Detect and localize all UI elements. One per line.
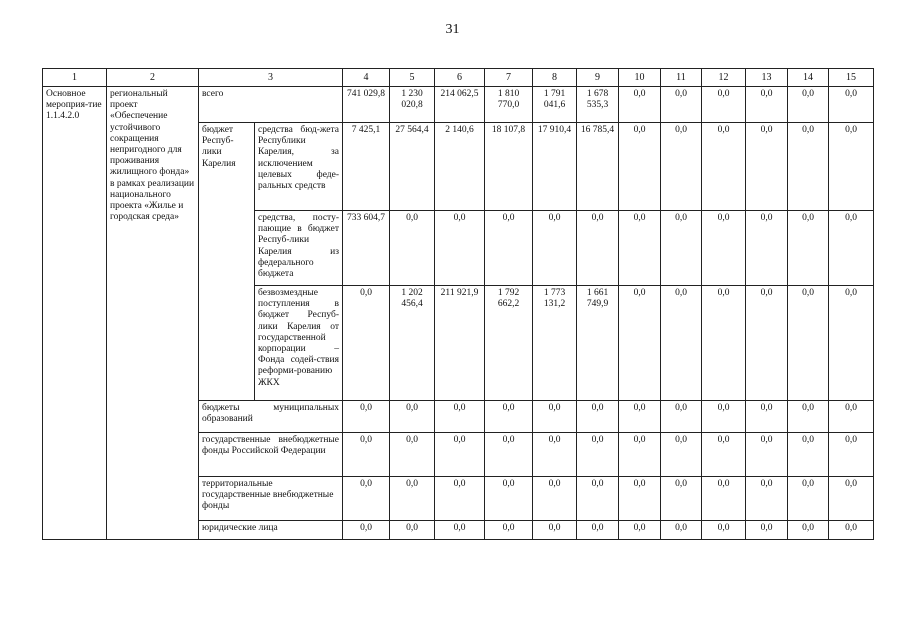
header-cell: 15 xyxy=(829,69,874,87)
value-cell: 18 107,8 xyxy=(485,123,533,211)
source-cell: средства, посту-пающие в бюджет Респуб-лики Карелия из федерального бюджета xyxy=(255,211,343,286)
header-cell: 12 xyxy=(702,69,746,87)
value-cell: 0,0 xyxy=(702,477,746,521)
measure-cell: Основное мероприя-тие 1.1.4.2.0 xyxy=(43,87,107,540)
value-cell: 0,0 xyxy=(485,433,533,477)
value-cell: 214 062,5 xyxy=(435,87,485,123)
value-cell: 0,0 xyxy=(577,211,619,286)
value-cell: 0,0 xyxy=(390,521,435,540)
value-cell: 1 678 535,3 xyxy=(577,87,619,123)
value-cell: 0,0 xyxy=(746,87,788,123)
value-cell: 0,0 xyxy=(788,123,829,211)
value-cell: 0,0 xyxy=(533,211,577,286)
value-cell: 0,0 xyxy=(829,401,874,433)
value-cell: 0,0 xyxy=(829,211,874,286)
value-cell: 0,0 xyxy=(746,286,788,401)
value-cell: 1 773 131,2 xyxy=(533,286,577,401)
value-cell: 0,0 xyxy=(435,433,485,477)
header-cell: 1 xyxy=(43,69,107,87)
value-cell: 0,0 xyxy=(577,521,619,540)
value-cell: 0,0 xyxy=(390,433,435,477)
header-cell: 10 xyxy=(619,69,661,87)
value-cell: 0,0 xyxy=(661,521,702,540)
value-cell: 0,0 xyxy=(533,521,577,540)
value-cell: 0,0 xyxy=(788,286,829,401)
header-cell: 2 xyxy=(107,69,199,87)
header-cell: 9 xyxy=(577,69,619,87)
value-cell: 0,0 xyxy=(577,433,619,477)
source-cell: безвозмездные поступления в бюджет Респуб-лики Карелия от государственной корпорации – Фонда содей-ствия реформи-рованию ЖКХ xyxy=(255,286,343,401)
value-cell: 0,0 xyxy=(619,433,661,477)
value-cell: 0,0 xyxy=(788,477,829,521)
value-cell: 0,0 xyxy=(788,211,829,286)
value-cell: 0,0 xyxy=(533,477,577,521)
value-cell: 0,0 xyxy=(619,286,661,401)
value-cell: 0,0 xyxy=(619,401,661,433)
value-cell: 0,0 xyxy=(577,401,619,433)
value-cell: 0,0 xyxy=(661,286,702,401)
value-cell: 0,0 xyxy=(829,521,874,540)
value-cell: 0,0 xyxy=(343,401,390,433)
header-row xyxy=(43,69,874,87)
value-cell: 0,0 xyxy=(788,433,829,477)
value-cell: 0,0 xyxy=(702,521,746,540)
value-cell: 0,0 xyxy=(661,87,702,123)
value-cell: 0,0 xyxy=(485,401,533,433)
value-cell: 0,0 xyxy=(435,477,485,521)
value-cell: 1 792 662,2 xyxy=(485,286,533,401)
value-cell: 0,0 xyxy=(619,477,661,521)
value-cell: 0,0 xyxy=(702,286,746,401)
value-cell: 2 140,6 xyxy=(435,123,485,211)
source-cell: бюджеты муниципальных образований xyxy=(199,401,343,433)
value-cell: 0,0 xyxy=(746,211,788,286)
value-cell: 0,0 xyxy=(390,211,435,286)
value-cell: 0,0 xyxy=(661,433,702,477)
value-cell: 0,0 xyxy=(343,521,390,540)
page-number: 31 xyxy=(445,22,460,37)
value-cell: 1 661 749,9 xyxy=(577,286,619,401)
value-cell: 0,0 xyxy=(702,123,746,211)
value-cell: 0,0 xyxy=(533,401,577,433)
header-cell: 6 xyxy=(435,69,485,87)
value-cell: 0,0 xyxy=(746,433,788,477)
header-cell: 7 xyxy=(485,69,533,87)
value-cell: 0,0 xyxy=(829,87,874,123)
value-cell: 0,0 xyxy=(702,433,746,477)
source-cell: всего xyxy=(199,87,343,123)
value-cell: 0,0 xyxy=(485,211,533,286)
value-cell: 0,0 xyxy=(661,123,702,211)
header-cell: 3 xyxy=(199,69,343,87)
value-cell: 0,0 xyxy=(788,521,829,540)
value-cell: 0,0 xyxy=(702,211,746,286)
value-cell: 0,0 xyxy=(788,401,829,433)
value-cell: 0,0 xyxy=(577,477,619,521)
value-cell: 0,0 xyxy=(435,211,485,286)
value-cell: 0,0 xyxy=(829,123,874,211)
value-cell: 1 810 770,0 xyxy=(485,87,533,123)
source-cell: государственные внебюджетные фонды Российской Федерации xyxy=(199,433,343,477)
value-cell: 0,0 xyxy=(435,401,485,433)
value-cell: 7 425,1 xyxy=(343,123,390,211)
value-cell: 0,0 xyxy=(829,286,874,401)
value-cell: 211 921,9 xyxy=(435,286,485,401)
project-cell: региональный проект «Обеспечение устойчивого сокращения непригодного для проживания жилищного фонда» в рамках реализации национального проекта «Жилье и городская среда» xyxy=(107,87,199,540)
value-cell: 0,0 xyxy=(746,477,788,521)
value-cell: 0,0 xyxy=(619,87,661,123)
value-cell: 16 785,4 xyxy=(577,123,619,211)
value-cell: 0,0 xyxy=(702,87,746,123)
value-cell: 0,0 xyxy=(829,433,874,477)
value-cell: 0,0 xyxy=(533,433,577,477)
value-cell: 0,0 xyxy=(343,433,390,477)
value-cell: 0,0 xyxy=(661,477,702,521)
value-cell: 0,0 xyxy=(702,401,746,433)
value-cell: 0,0 xyxy=(619,211,661,286)
value-cell: 17 910,4 xyxy=(533,123,577,211)
value-cell: 0,0 xyxy=(390,477,435,521)
header-cell: 13 xyxy=(746,69,788,87)
value-cell: 733 604,7 xyxy=(343,211,390,286)
value-cell: 1 202 456,4 xyxy=(390,286,435,401)
value-cell: 0,0 xyxy=(390,401,435,433)
value-cell: 0,0 xyxy=(619,521,661,540)
funding-table xyxy=(42,68,874,540)
header-cell: 11 xyxy=(661,69,702,87)
value-cell: 0,0 xyxy=(343,477,390,521)
value-cell: 0,0 xyxy=(485,521,533,540)
value-cell: 0,0 xyxy=(788,87,829,123)
header-cell: 14 xyxy=(788,69,829,87)
value-cell: 0,0 xyxy=(829,477,874,521)
value-cell: 27 564,4 xyxy=(390,123,435,211)
source-cell: юридические лица xyxy=(199,521,343,540)
value-cell: 0,0 xyxy=(746,123,788,211)
value-cell: 0,0 xyxy=(435,521,485,540)
value-cell: 0,0 xyxy=(746,521,788,540)
value-cell: 1 230 020,8 xyxy=(390,87,435,123)
table-row xyxy=(43,87,874,123)
value-cell: 0,0 xyxy=(661,211,702,286)
value-cell: 1 791 041,6 xyxy=(533,87,577,123)
value-cell: 0,0 xyxy=(661,401,702,433)
header-cell: 5 xyxy=(390,69,435,87)
value-cell: 0,0 xyxy=(343,286,390,401)
value-cell: 741 029,8 xyxy=(343,87,390,123)
source-cell: территориальные государственные внебюджетные фонды xyxy=(199,477,343,521)
source-cell: средства бюд-жета Республики Карелия, за исключением целевых феде-ральных средств xyxy=(255,123,343,211)
value-cell: 0,0 xyxy=(485,477,533,521)
value-cell: 0,0 xyxy=(619,123,661,211)
header-cell: 4 xyxy=(343,69,390,87)
value-cell: 0,0 xyxy=(746,401,788,433)
budget-rk-cell: бюджет Респуб-лики Карелия xyxy=(199,123,255,401)
header-cell: 8 xyxy=(533,69,577,87)
